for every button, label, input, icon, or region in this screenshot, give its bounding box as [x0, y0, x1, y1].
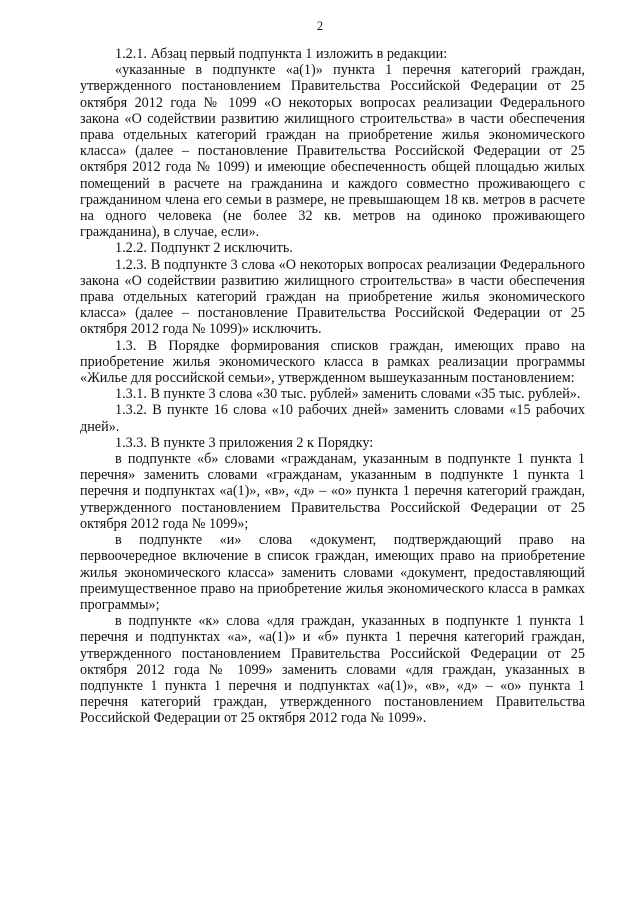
paragraph-1-2-3: 1.2.3. В подпункте 3 слова «О некоторых вопросах реализации Федерального закона «О содействии развитию жилищного строительства» в части обеспечения права отдельных категорий граждан на приобретение жилья экономического класса» (далее – постановление Правительства Российской Федерации от 25 октября 2012 года № 1099)» исключить.: [80, 256, 585, 338]
paragraph-1-3-2: 1.3.2. В пункте 16 слова «10 рабочих дней» заменить словами «15 рабочих дней».: [80, 402, 585, 435]
page-number: 2: [316, 19, 324, 33]
paragraph-1-2-2: 1.2.2. Подпункт 2 исключить.: [115, 240, 293, 257]
paragraph-subitem-i: в подпункте «и» слова «документ, подтверждающий право на первоочередное включение в список граждан, имеющих право на приобретение жилья экономического класса» заменить словами «документ, предоставляющий преимущественное право на приобретение жилья экономического класса в рамках программы»;: [80, 532, 585, 613]
paragraph-subitem-b: в подпункте «б» словами «гражданам, указанным в подпункте 1 пункта 1 перечня» заменить словами «гражданам, указанным в подпункте 1 пункта 1 перечня и подпунктах «а(1)», «в», «д» – «о» пункта 1 перечня категорий граждан, утвержденного постановлением Правительства Российской Федерации от 25 октября 2012 года № 1099»;: [80, 451, 585, 532]
paragraph-quoted-text: «указанные в подпункте «а(1)» пункта 1 перечня категорий граждан, утвержденного постановлением Правительства Российской Федерации от 25 октября 2012 года № 1099 «О некоторых вопросах реализации Федерального закона «О содействии развитию жилищного строительства» в части обеспечения права отдельных категорий граждан на приобретение жилья экономического класса» (далее – постановление Правительства Российской Федерации от 25 октября 2012 года № 1099) и имеющие обеспеченность общей площадью жилых помещений в расчете на гражданина и каждого совместно проживающего с гражданином члена его семьи в размере, не превышающем 18 кв. метров в расчете на одного человека (не более 32 кв. метров на одиноко проживающего гражданина), в случае, если».: [80, 62, 585, 241]
document-body: [80, 46, 585, 727]
paragraph-1-3-1: 1.3.1. В пункте 3 слова «30 тыс. рублей» заменить словами «35 тыс. рублей».: [115, 386, 581, 403]
paragraph-1-3-3: 1.3.3. В пункте 3 приложения 2 к Порядку:: [115, 434, 374, 451]
paragraph-subitem-k: в подпункте «к» слова «для граждан, указанных в подпункте 1 пункта 1 перечня и подпунктах «а», «а(1)» и «б» пункта 1 перечня категорий граждан, утвержденного постановлением Правительства Российской Федерации от 25 октября 2012 года № 1099» заменить словами «для граждан, указанных в подпункте 1 пункта 1 перечня и подпунктах «а(1)», «в», «д» – «о» пункта 1 перечня категорий граждан, утвержденного постановлением Правительства Российской Федерации от 25 октября 2012 года № 1099».: [80, 613, 585, 727]
paragraph-1-3: 1.3. В Порядке формирования списков граждан, имеющих право на приобретение жилья экономического класса в рамках реализации программы «Жилье для российской семьи», утвержденном вышеуказанным постановлением:: [80, 337, 585, 387]
paragraph-1-2-1: 1.2.1. Абзац первый подпункта 1 изложить в редакции:: [115, 46, 448, 62]
